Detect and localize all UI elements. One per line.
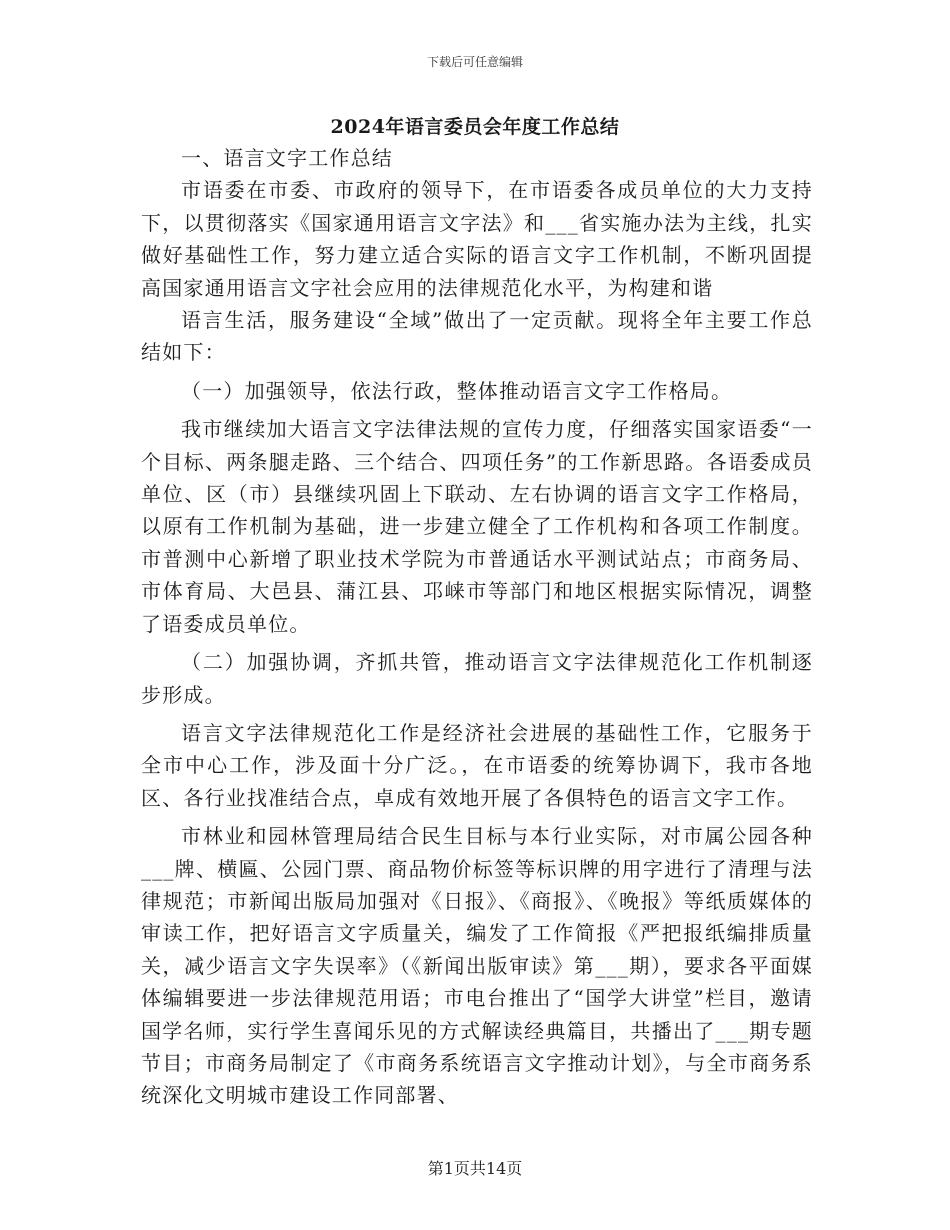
section-heading-1: 一、语言文字工作总结 — [181, 146, 393, 170]
paragraph-intro-continued: 语言生活，服务建设“全域”做出了一定贡献。现将全年主要工作总结如下： — [141, 308, 813, 365]
page-footer: 第1页共14页 — [427, 1159, 523, 1178]
subsection-heading-2: （二）加强协调，齐抓共管，推动语言文字法律规范化工作机制逐步形成。 — [141, 650, 813, 707]
paragraph-examples: 市林业和园林管理局结合民生目标与本行业实际，对市属公园各种___牌、横匾、公园门票、商品物价标签等标识牌的用字进行了清理与法律规范；市新闻出版局加强对《日报》、《商报》、《晚报》等纸质媒体的审读工作，把好语言文字质量关，编发了工作简报《严把报纸编排质量关，减少语言文字失误率》（《新闻出版审读》第___期），要求各平面媒体编辑要进一步法律规范用语；市电台推出了“国学大讲堂”栏目，邀请国学名师，实行学生喜闻乐见的方式解读经典篇目，共播出了___期专题节目；市商务局制定了《市商务系统语言文字推动计划》，与全市商务系统深化文明城市建设工作同部署、 — [141, 824, 813, 1108]
document-title: 2024年语言委员会年度工作总结 — [330, 116, 620, 138]
document-body — [141, 142, 813, 1112]
paragraph-subsection-1: 我市继续加大语言文字法律法规的宣传力度，仔细落实国家语委“一个目标、两条腿走路、三个结合、四项任务”的工作新思路。各语委成员单位、区（市）县继续巩固上下联动、左右协调的语言文字工作格局，以原有工作机制为基础，进一步建立健全了工作机构和各项工作制度。市普测中心新增了职业技术学院为市普通话水平测试站点；市商务局、市体育局、大邑县、蒲江县、邛崃市等部门和地区根据实际情况，调整了语委成员单位。 — [141, 417, 813, 636]
paragraph-subsection-2: 语言文字法律规范化工作是经济社会进展的基础性工作，它服务于全市中心工作，涉及面十分广泛。，在市语委的统筹协调下，我市各地区、各行业找准结合点，卓成有效地开展了各俱特色的语言文字工作。 — [141, 720, 813, 810]
subsection-heading-1: （一）加强领导，依法行政，整体推动语言文字工作格局。 — [181, 378, 733, 403]
paragraph-intro: 市语委在市委、市政府的领导下，在市语委各成员单位的大力支持下，以贯彻落实《国家通用语言文字法》和___省实施办法为主线，扎实做好基础性工作，努力建立适合实际的语言文字工作机制，不断巩固提高国家通用语言文字社会应用的法律规范化水平，为构建和谐 — [141, 178, 813, 300]
header-note: 下载后可任意编辑 — [426, 55, 523, 69]
